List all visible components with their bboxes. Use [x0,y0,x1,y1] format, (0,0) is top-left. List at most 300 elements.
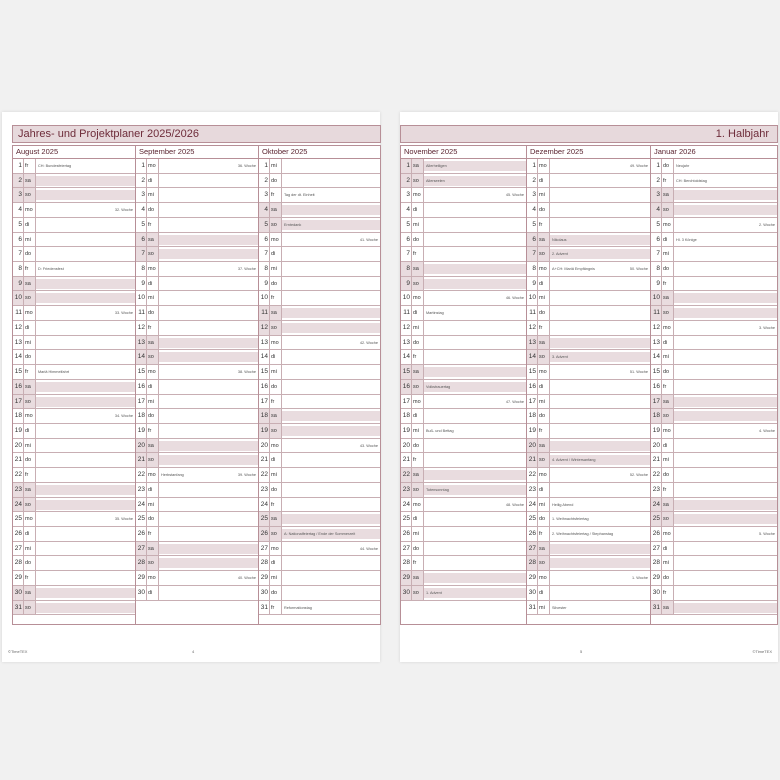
day-row[interactable] [259,247,380,262]
day-row[interactable] [401,247,526,262]
holiday-note: Neujahr [676,164,690,168]
day-row[interactable] [259,365,380,380]
day-row[interactable] [527,218,650,233]
day-row[interactable] [136,483,258,498]
day-number: 3 [13,188,24,202]
day-number: 10 [527,291,538,305]
day-row[interactable] [651,453,777,468]
holiday-note: 2. Weihnachtsfeiertag / Stephanstag [552,531,614,536]
weekday-label: di [270,247,282,261]
day-row[interactable] [401,321,526,336]
weekend-shading [36,588,135,598]
weekday-label: fr [412,350,424,364]
weekday-label: fr [538,218,550,232]
weekday-label: fr [270,395,282,409]
weekday-label: fr [24,571,36,585]
day-number: 17 [13,395,24,409]
weekday-label: so [24,291,36,305]
weekday-label: mi [270,365,282,379]
day-row[interactable] [527,291,650,306]
day-row[interactable] [259,527,380,542]
day-number: 1 [136,159,147,173]
day-row[interactable] [259,380,380,395]
day-number: 16 [651,380,662,394]
day-row[interactable] [651,571,777,586]
day-row[interactable] [651,262,777,277]
day-row[interactable] [401,380,526,395]
day-row[interactable] [259,277,380,292]
page-title: Jahres- und Projektplaner 2025/2026 [12,125,381,143]
day-row[interactable] [401,306,526,321]
month-column [13,146,136,624]
day-row[interactable] [401,233,526,248]
weekday-label: do [270,277,282,291]
day-row[interactable] [527,483,650,498]
day-row[interactable] [651,380,777,395]
weekday-label: mi [662,350,674,364]
day-row[interactable] [136,247,258,262]
day-row[interactable] [136,409,258,424]
day-row[interactable] [259,350,380,365]
day-row[interactable] [136,395,258,410]
day-row[interactable] [527,527,650,542]
weekday-label: mo [24,306,36,320]
day-row[interactable] [259,306,380,321]
weekday-label: di [24,321,36,335]
day-row[interactable] [401,291,526,306]
weekday-label: di [24,527,36,541]
day-row[interactable] [401,483,526,498]
day-row[interactable] [136,468,258,483]
day-number: 18 [527,409,538,423]
day-row[interactable] [13,409,135,424]
day-row[interactable] [259,468,380,483]
day-row[interactable] [259,439,380,454]
day-row[interactable] [13,321,135,336]
day-row[interactable] [136,571,258,586]
day-number: 18 [401,409,412,423]
day-number: 15 [136,365,147,379]
day-row[interactable] [13,159,135,174]
day-row[interactable] [651,409,777,424]
day-row[interactable] [527,424,650,439]
day-row[interactable] [527,188,650,203]
day-row[interactable] [136,321,258,336]
weekday-label: do [24,453,36,467]
day-row[interactable] [527,262,650,277]
day-number: 26 [527,527,538,541]
day-row[interactable] [401,409,526,424]
day-number: 21 [136,453,147,467]
day-row[interactable] [401,586,526,601]
day-row[interactable] [259,542,380,557]
day-row[interactable] [259,424,380,439]
day-row[interactable] [651,218,777,233]
weekday-label: mi [270,262,282,276]
weekday-label: sa [24,586,36,600]
day-row[interactable] [13,336,135,351]
day-row[interactable] [136,277,258,292]
day-row[interactable] [527,395,650,410]
day-number: 2 [136,174,147,188]
day-row[interactable] [136,439,258,454]
day-row[interactable] [401,174,526,189]
day-row[interactable] [527,365,650,380]
weekday-label: so [147,453,159,467]
day-row[interactable] [136,527,258,542]
day-row[interactable] [527,498,650,513]
day-row[interactable] [259,556,380,571]
day-row[interactable] [259,336,380,351]
weekday-label: di [147,483,159,497]
day-row[interactable] [136,336,258,351]
holiday-note: Hl. 3 Könige [676,237,697,242]
day-row[interactable] [259,321,380,336]
day-row[interactable] [13,365,135,380]
day-row[interactable] [13,468,135,483]
day-row[interactable] [651,365,777,380]
day-row[interactable] [651,512,777,527]
day-row[interactable] [527,571,650,586]
day-row[interactable] [136,174,258,189]
day-number: 29 [259,571,270,585]
day-number: 14 [259,350,270,364]
day-row[interactable] [651,291,777,306]
day-row[interactable] [259,571,380,586]
day-row[interactable] [651,336,777,351]
day-row[interactable] [651,556,777,571]
day-number: 15 [651,365,662,379]
day-row[interactable] [527,453,650,468]
day-number: 5 [401,218,412,232]
day-row[interactable] [136,291,258,306]
day-row[interactable] [136,424,258,439]
day-number: 22 [259,468,270,482]
weekday-label: fr [662,174,674,188]
day-row[interactable] [259,203,380,218]
day-row[interactable] [136,556,258,571]
week-number: 1. Woche [632,576,648,581]
day-row[interactable] [527,174,650,189]
weekday-label: di [24,424,36,438]
day-row[interactable] [401,350,526,365]
day-row[interactable] [527,542,650,557]
weekday-label: fr [412,247,424,261]
day-row[interactable] [527,439,650,454]
weekday-label: di [270,350,282,364]
weekday-label: do [412,233,424,247]
day-row[interactable] [13,262,135,277]
day-row[interactable] [401,203,526,218]
day-row[interactable] [527,601,650,616]
day-row[interactable] [651,586,777,601]
day-row[interactable] [13,306,135,321]
weekday-label: fr [412,453,424,467]
day-number: 11 [651,306,662,320]
day-row[interactable] [651,159,777,174]
day-number: 5 [259,218,270,232]
day-row[interactable] [259,498,380,513]
day-row[interactable] [527,380,650,395]
day-number: 6 [259,233,270,247]
day-number: 18 [651,409,662,423]
weekday-label: di [270,556,282,570]
day-row[interactable] [401,542,526,557]
day-row[interactable] [13,277,135,292]
page-number: 5 [580,649,583,654]
day-row[interactable] [401,188,526,203]
weekday-label: do [24,247,36,261]
day-row[interactable] [136,159,258,174]
day-row[interactable] [651,188,777,203]
month-header: November 2025 [401,146,526,159]
day-row[interactable] [136,512,258,527]
weekday-label: mi [538,188,550,202]
day-row[interactable] [401,527,526,542]
weekday-label: do [412,336,424,350]
day-number: 5 [136,218,147,232]
day-row[interactable] [13,395,135,410]
weekend-shading [159,544,258,554]
weekday-label: sa [147,336,159,350]
day-row[interactable] [136,586,258,601]
holiday-note: Herbstanfang [161,473,184,478]
day-row[interactable] [651,233,777,248]
day-row[interactable] [651,321,777,336]
day-row[interactable] [259,218,380,233]
day-row[interactable] [651,350,777,365]
day-row[interactable] [527,203,650,218]
day-row[interactable] [401,159,526,174]
day-row[interactable] [527,159,650,174]
day-number: 4 [527,203,538,217]
day-row[interactable] [527,409,650,424]
day-row[interactable] [259,409,380,424]
weekday-label: mi [538,291,550,305]
day-row[interactable] [13,188,135,203]
day-row[interactable] [651,395,777,410]
day-row[interactable] [13,380,135,395]
day-number: 25 [259,512,270,526]
day-number: 26 [259,527,270,541]
day-row[interactable] [527,247,650,262]
weekend-shading [282,411,380,421]
day-row[interactable] [527,512,650,527]
day-row[interactable] [13,453,135,468]
day-number: 14 [527,350,538,364]
day-row[interactable] [259,188,380,203]
day-row[interactable] [401,439,526,454]
holiday-note: 2. Advent [552,252,568,257]
day-row[interactable] [651,483,777,498]
day-number: 18 [136,409,147,423]
weekday-label: so [24,601,36,615]
day-number: 19 [13,424,24,438]
day-row[interactable] [136,233,258,248]
day-number: 31 [527,601,538,615]
weekday-label: di [538,380,550,394]
day-row[interactable] [13,174,135,189]
day-row[interactable] [401,218,526,233]
day-row[interactable] [136,380,258,395]
day-row[interactable] [401,365,526,380]
day-row[interactable] [527,321,650,336]
day-number: 20 [259,439,270,453]
day-number: 21 [401,453,412,467]
weekday-label: so [662,306,674,320]
day-row[interactable] [136,188,258,203]
weekend-shading [674,205,777,215]
holiday-note: Erntedank [284,222,302,227]
day-row[interactable] [401,336,526,351]
day-row[interactable] [13,601,135,616]
day-row[interactable] [13,247,135,262]
day-row[interactable] [527,233,650,248]
day-row[interactable] [651,277,777,292]
day-row[interactable] [136,262,258,277]
day-row[interactable] [401,424,526,439]
day-row[interactable] [13,556,135,571]
day-row[interactable] [259,233,380,248]
day-row[interactable] [651,247,777,262]
holiday-note: CH: Berchtoldstag [676,178,707,183]
day-row[interactable] [259,174,380,189]
day-row[interactable] [527,586,650,601]
holiday-note: Totensonntag [426,487,449,492]
month-column [259,146,380,624]
day-number: 12 [13,321,24,335]
weekday-label: sa [662,188,674,202]
day-row[interactable] [136,365,258,380]
day-row[interactable] [13,291,135,306]
weekday-label: sa [538,542,550,556]
weekday-label: mi [538,601,550,615]
day-row[interactable] [401,453,526,468]
weekday-label: fr [412,556,424,570]
day-row[interactable] [401,395,526,410]
day-row[interactable] [136,453,258,468]
day-row[interactable] [401,512,526,527]
day-row[interactable] [401,556,526,571]
day-row[interactable] [13,203,135,218]
day-number: 16 [527,380,538,394]
weekday-label: mo [412,188,424,202]
weekend-shading [36,485,135,495]
week-number: 33. Woche [114,311,133,316]
weekday-label: do [412,542,424,556]
day-row[interactable] [401,498,526,513]
weekday-label: so [24,188,36,202]
weekday-label: sa [147,542,159,556]
day-row[interactable] [527,468,650,483]
day-row[interactable] [13,527,135,542]
day-number: 1 [401,159,412,173]
day-number: 27 [401,542,412,556]
weekday-label: do [147,306,159,320]
day-row[interactable] [527,306,650,321]
day-row[interactable] [401,571,526,586]
weekday-label: mi [147,395,159,409]
day-row[interactable] [651,527,777,542]
day-row[interactable] [259,586,380,601]
day-number: 13 [401,336,412,350]
day-row[interactable] [527,556,650,571]
day-row[interactable] [651,468,777,483]
day-row[interactable] [651,306,777,321]
weekend-shading [159,352,258,362]
day-row[interactable] [13,424,135,439]
day-row[interactable] [401,262,526,277]
day-row[interactable] [13,498,135,513]
day-row[interactable] [13,350,135,365]
day-number: 9 [136,277,147,291]
day-row[interactable] [527,277,650,292]
day-row[interactable] [259,291,380,306]
day-number: 24 [651,498,662,512]
day-row[interactable] [527,350,650,365]
weekday-label: so [147,556,159,570]
day-row[interactable] [136,218,258,233]
day-row[interactable] [259,483,380,498]
day-row[interactable] [401,468,526,483]
day-row[interactable] [527,336,650,351]
day-row[interactable] [13,218,135,233]
day-number: 15 [13,365,24,379]
month-header: Dezember 2025 [527,146,650,159]
day-row[interactable] [13,483,135,498]
day-row[interactable] [259,453,380,468]
day-row[interactable] [13,512,135,527]
day-number: 23 [527,483,538,497]
day-row[interactable] [401,277,526,292]
day-row[interactable] [13,542,135,557]
day-row[interactable] [136,350,258,365]
day-row[interactable] [651,424,777,439]
day-row[interactable] [259,512,380,527]
day-row[interactable] [136,203,258,218]
week-number: 36. Woche [237,164,256,168]
day-row[interactable] [259,262,380,277]
day-number: 14 [136,350,147,364]
day-row[interactable] [13,439,135,454]
day-row[interactable] [651,601,777,616]
day-number: 10 [13,291,24,305]
day-row[interactable] [136,306,258,321]
day-row[interactable] [13,571,135,586]
day-row[interactable] [136,498,258,513]
day-row[interactable] [651,439,777,454]
day-number: 29 [136,571,147,585]
day-row[interactable] [13,586,135,601]
day-row[interactable] [136,542,258,557]
weekend-shading [36,397,135,407]
weekday-label: do [662,262,674,276]
day-row[interactable] [651,174,777,189]
day-row[interactable] [651,498,777,513]
day-row[interactable] [651,203,777,218]
day-number: 24 [136,498,147,512]
day-row[interactable] [13,233,135,248]
day-row[interactable] [651,542,777,557]
day-number: 9 [651,277,662,291]
day-number: 20 [401,439,412,453]
weekday-label: di [662,336,674,350]
day-row[interactable] [259,159,380,174]
weekday-label: mi [412,424,424,438]
day-row[interactable] [259,601,380,616]
day-row[interactable] [259,395,380,410]
weekday-label: so [270,424,282,438]
